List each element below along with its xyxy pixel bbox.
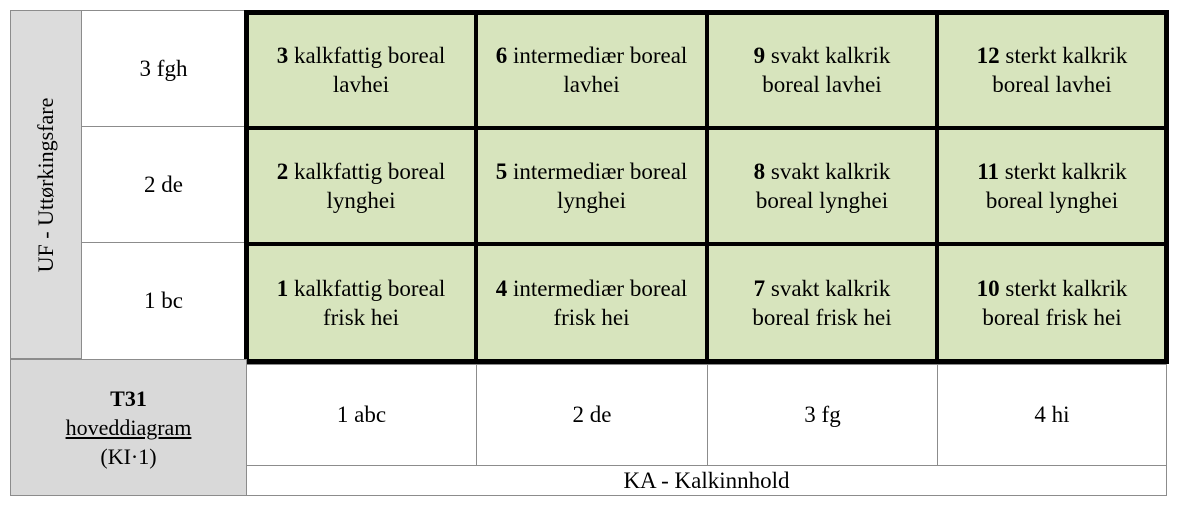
cell-9-svakt-kalkrik-boreal-lavhei: 9 svakt kalkrik boreal lavhei (707, 12, 937, 128)
cell-11-sterkt-kalkrik-boreal-lynghei: 11 sterkt kalkrik boreal lynghei (937, 128, 1167, 244)
cell-7-svakt-kalkrik-boreal-frisk-hei: 7 svakt kalkrik boreal frisk hei (707, 244, 937, 362)
cell-6-intermediaer-boreal-lavhei: 6 intermediær boreal lavhei (476, 12, 707, 128)
cell-5-intermediaer-boreal-lynghei: 5 intermediær boreal lynghei (476, 128, 707, 244)
ka-axis-label: KA - Kalkinnhold (246, 465, 1167, 496)
cell-8-svakt-kalkrik-boreal-lynghei: 8 svakt kalkrik boreal lynghei (707, 128, 937, 244)
row-label-1bc: 1 bc (81, 242, 246, 360)
cell-3-kalkfattig-boreal-lavhei: 3 kalkfattig boreal lavhei (246, 12, 476, 128)
diagram-corner-label (10, 359, 247, 496)
cell-1-kalkfattig-boreal-frisk-hei: 1 kalkfattig boreal frisk hei (246, 244, 476, 362)
col-label-3fg: 3 fg (707, 364, 938, 466)
cell-12-sterkt-kalkrik-boreal-lavhei: 12 sterkt kalkrik boreal lavhei (937, 12, 1167, 128)
col-label-2de: 2 de (476, 364, 708, 466)
row-label-2de: 2 de (81, 126, 246, 243)
cell-4-intermediaer-boreal-frisk-hei: 4 intermediær boreal frisk hei (476, 244, 707, 362)
uf-axis-column (10, 10, 82, 359)
diagram-subtitle: hoveddiagram (65, 415, 192, 440)
row-label-3fgh: 3 fgh (81, 10, 246, 127)
diagram-note: (KI·1) (100, 444, 157, 469)
uf-axis-label: UF - Uttørkingsfare (33, 97, 58, 272)
diagram-title: T31 (110, 386, 147, 411)
col-label-4hi: 4 hi (937, 364, 1167, 466)
cell-2-kalkfattig-boreal-lynghei: 2 kalkfattig boreal lynghei (246, 128, 476, 244)
col-label-1abc: 1 abc (246, 364, 477, 466)
cell-10-sterkt-kalkrik-boreal-frisk-hei: 10 sterkt kalkrik boreal frisk hei (937, 244, 1167, 362)
